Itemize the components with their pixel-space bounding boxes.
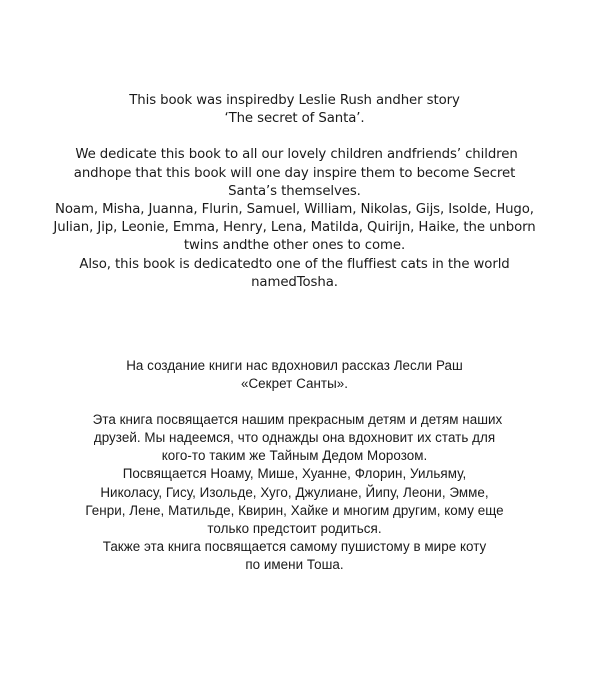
- english-line: Julian, Jip, Leonie, Emma, Henry, Lena, Matilda, Quirijn, Haike, the unborn: [53, 220, 536, 236]
- english-line: twins andthe other ones to come.: [183, 238, 406, 254]
- paragraph-gap: [40, 128, 549, 146]
- russian-line: Генри, Лене, Матильде, Квирин, Хайке и многим другим, кому еще: [85, 502, 504, 518]
- paragraph-gap: [40, 393, 549, 411]
- english-line: ‘The secret of Santa’.: [224, 111, 365, 127]
- russian-line: На создание книги нас вдохновил рассказ Лесли Раш: [126, 358, 463, 373]
- english-line: namedTosha.: [251, 274, 338, 290]
- english-line: andhope that this book will one day inspire them to become Secret: [73, 165, 516, 181]
- english-line: Noam, Misha, Juanna, Flurin, Samuel, William, Nikolas, Gijs, Isolde, Hugo,: [55, 202, 534, 218]
- russian-line: кого-то таким же Тайным Дедом Морозом.: [161, 448, 428, 464]
- russian-line: Также эта книга посвящается самому пушистому в мире коту: [102, 538, 487, 554]
- english-line: We dedicate this book to all our lovely children andfriends’ children: [75, 147, 518, 163]
- english-line: Santa’s themselves.: [228, 183, 361, 199]
- russian-line: Николасу, Гису, Изольде, Хуго, Джулиане, Йипу, Леони, Эмме,: [100, 484, 489, 500]
- english-dedication: [40, 92, 549, 292]
- russian-line: «Секрет Санты».: [240, 376, 349, 392]
- russian-dedication: [40, 357, 549, 574]
- english-line: Also, this book is dedicatedto one of the fluffiest cats in the world: [79, 256, 510, 272]
- russian-line: по имени Тоша.: [245, 556, 344, 572]
- russian-line: друзей. Мы надеемся, что однажды она вдохновит их стать для: [93, 430, 496, 446]
- russian-line: только предстоит родиться.: [207, 520, 382, 536]
- english-line: This book was inspiredby Leslie Rush andher story: [129, 93, 460, 108]
- russian-line: Эта книга посвящается нашим прекрасным детям и детям наших: [92, 412, 503, 428]
- russian-line: Посвящается Ноаму, Мише, Хуанне, Флорин, Уильяму,: [122, 466, 467, 482]
